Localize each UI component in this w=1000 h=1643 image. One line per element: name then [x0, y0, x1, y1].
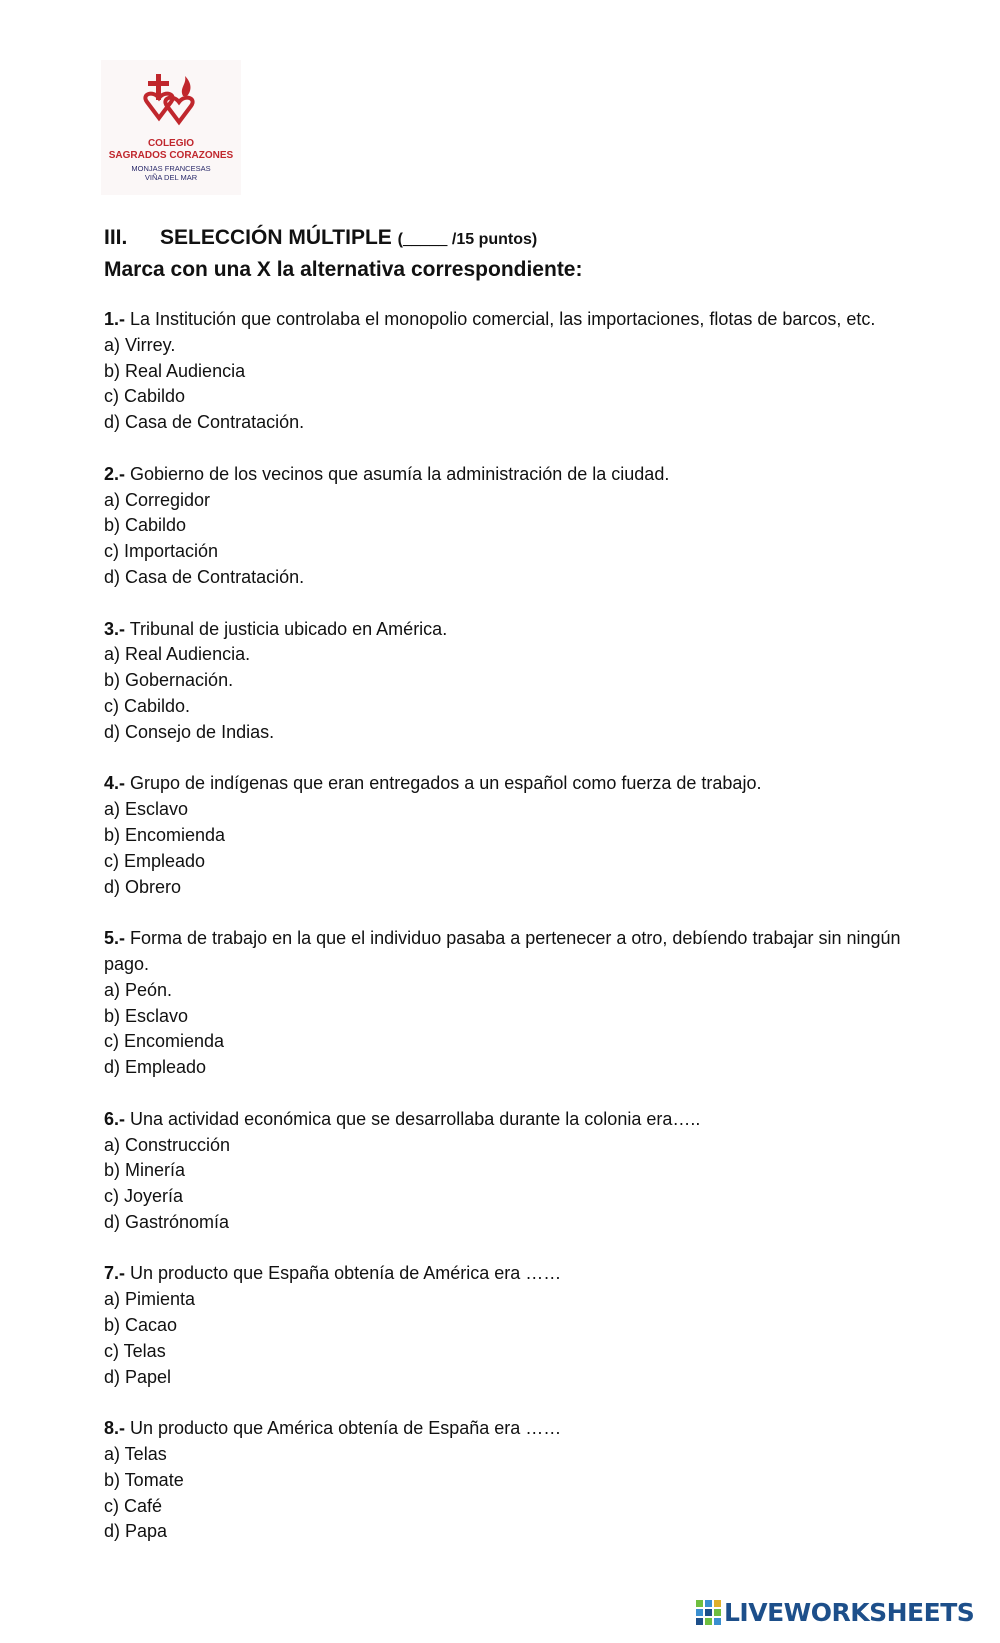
question-text: La Institución que controlaba el monopolio comercial, las importaciones, flotas de barcos, etc.	[125, 309, 876, 329]
sacred-hearts-emblem-icon	[139, 72, 203, 142]
question-text: Una actividad económica que se desarrollaba durante la colonia era…..	[125, 1108, 701, 1129]
question-number: 3.-	[104, 618, 126, 639]
answer-option[interactable]: a) Corregidor	[104, 489, 211, 510]
logo-line-school-name: SAGRADOS CORAZONES	[108, 150, 234, 161]
section-number: III.	[104, 226, 128, 249]
answer-option[interactable]: d) Gastrónomía	[104, 1211, 230, 1232]
answer-option[interactable]: c) Café	[104, 1495, 163, 1516]
question-text: Un producto que España obtenía de América era ……	[125, 1263, 562, 1284]
liveworksheets-grid-icon	[696, 1600, 722, 1626]
answer-option[interactable]: c) Cabildo	[104, 386, 186, 407]
question-stem	[104, 1261, 924, 1287]
question-number: 6.-	[104, 1108, 126, 1129]
answer-option[interactable]: b) Real Audiencia	[104, 360, 246, 381]
question-stem	[104, 462, 924, 488]
question-8	[104, 1416, 924, 1545]
question-stem	[104, 307, 924, 333]
question-number: 4.-	[104, 773, 126, 794]
answer-option[interactable]: a) Virrey.	[104, 334, 176, 355]
liveworksheets-brand: LIVEWORKSHEETS	[724, 1598, 975, 1627]
question-text: Tribunal de justicia ubicado en América.	[125, 618, 448, 639]
question-number: 5.-	[104, 928, 126, 949]
answer-option[interactable]: b) Esclavo	[104, 1005, 189, 1026]
question-4	[104, 771, 924, 900]
question-5	[104, 926, 924, 1081]
question-number: 8.-	[104, 1418, 126, 1439]
question-6	[104, 1107, 924, 1236]
liveworksheets-logo	[696, 1598, 974, 1632]
logo-line-colegio: COLEGIO	[147, 138, 195, 149]
answer-option[interactable]: a) Esclavo	[104, 799, 189, 820]
question-text: Gobierno de los vecinos que asumía la administración de la ciudad.	[125, 463, 670, 484]
logo-line-city: VIÑA DEL MAR	[144, 173, 198, 182]
answer-option[interactable]: b) Gobernación.	[104, 670, 234, 691]
answer-option[interactable]: b) Cabildo	[104, 515, 187, 536]
answer-option[interactable]: c) Cabildo.	[104, 695, 191, 716]
answer-option[interactable]: a) Construcción	[104, 1134, 231, 1155]
section-title: SELECCIÓN MÚLTIPLE	[160, 226, 392, 249]
question-stem	[104, 926, 924, 978]
school-logo	[101, 60, 241, 195]
question-text: Grupo de indígenas que eran entregados a un español como fuerza de trabajo.	[125, 773, 762, 794]
answer-option[interactable]: c) Telas	[104, 1340, 166, 1361]
points-box	[398, 231, 538, 248]
answer-option[interactable]: c) Importación	[104, 541, 219, 562]
question-stem	[104, 771, 924, 797]
answer-option[interactable]: c) Joyería	[104, 1186, 184, 1207]
questions-list	[104, 307, 924, 1571]
answer-option[interactable]: d) Casa de Contratación.	[104, 412, 305, 433]
question-number: 1.-	[104, 309, 126, 329]
answer-option[interactable]: a) Real Audiencia.	[104, 644, 251, 665]
question-text: Forma de trabajo en la que el individuo pasaba a pertenecer a otro, debíendo trabajar sin ningún pago.	[104, 928, 901, 974]
question-2	[104, 462, 924, 591]
answer-option[interactable]: c) Empleado	[104, 850, 206, 871]
question-stem	[104, 1416, 924, 1442]
answer-option[interactable]: d) Obrero	[104, 876, 182, 897]
question-stem	[104, 1107, 924, 1133]
answer-option[interactable]: b) Minería	[104, 1160, 186, 1181]
question-7	[104, 1261, 924, 1390]
score-blank[interactable]: _____	[402, 231, 448, 248]
logo-line-order: MONJAS FRANCESAS	[131, 164, 211, 173]
answer-option[interactable]: b) Encomienda	[104, 824, 226, 845]
points-open: (	[397, 231, 403, 248]
answer-option[interactable]: d) Empleado	[104, 1057, 207, 1078]
answer-option[interactable]: a) Telas	[104, 1444, 167, 1465]
answer-option[interactable]: b) Tomate	[104, 1469, 184, 1490]
points-label: /15 puntos)	[451, 231, 538, 248]
answer-option[interactable]: a) Pimienta	[104, 1289, 196, 1310]
question-1	[104, 307, 924, 436]
answer-option[interactable]: d) Papel	[104, 1366, 172, 1387]
answer-option[interactable]: b) Cacao	[104, 1315, 178, 1336]
section-header	[104, 226, 537, 250]
question-3	[104, 617, 924, 746]
question-number: 2.-	[104, 463, 126, 484]
answer-option[interactable]: c) Encomienda	[104, 1031, 225, 1052]
question-text: Un producto que América obtenía de España era ……	[125, 1418, 562, 1439]
instruction: Marca con una X la alternativa correspondiente:	[104, 258, 583, 281]
question-stem	[104, 617, 924, 643]
question-number: 7.-	[104, 1263, 126, 1284]
answer-option[interactable]: d) Consejo de Indias.	[104, 721, 275, 742]
answer-option[interactable]: d) Papa	[104, 1521, 168, 1542]
answer-option[interactable]: d) Casa de Contratación.	[104, 566, 305, 587]
answer-option[interactable]: a) Peón.	[104, 979, 173, 1000]
